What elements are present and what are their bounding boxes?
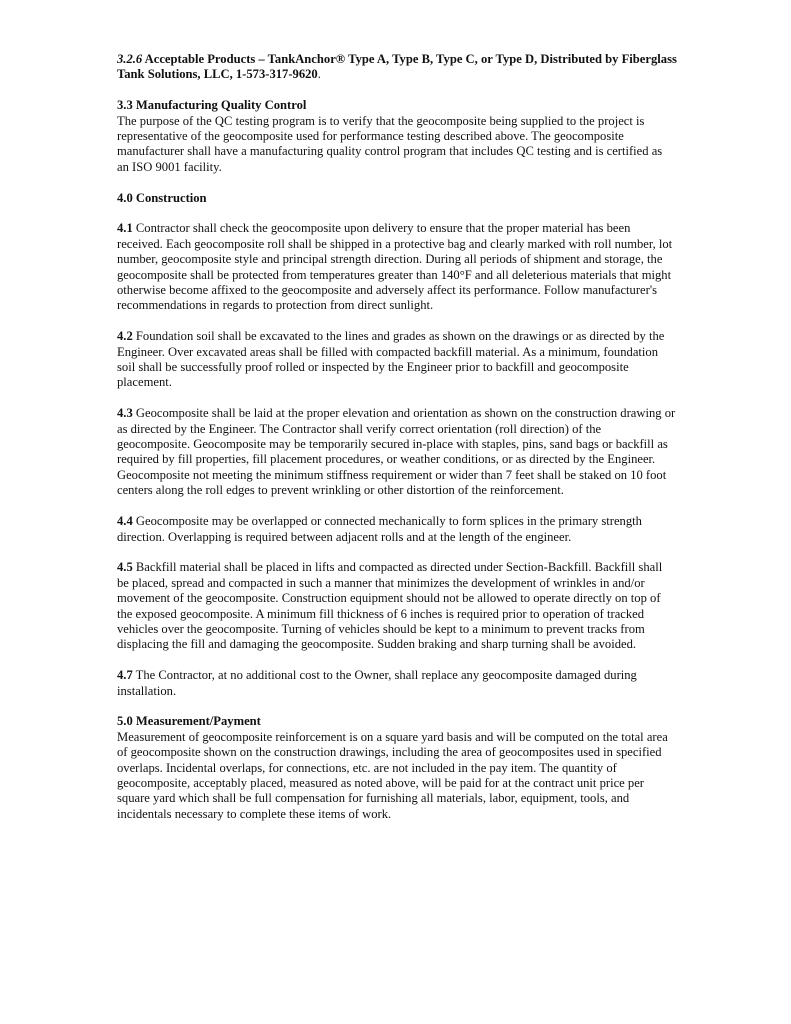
- section-4-0: [117, 191, 677, 206]
- section-5-0-body: Measurement of geocomposite reinforcement is on a square yard basis and will be computed on the total area of geocomposite shown on the construction drawings, including the area of geocomposites used in specified overlaps. Incidental overlaps, for connections, etc. are not included in the pay item. The quantity of geocomposite, acceptably placed, measured as noted above, will be paid for at the contract unit price per square yard which shall be full compensation for furnishing all materials, labor, equipment, tools, and incidentals necessary to complete these items of work.: [117, 729, 668, 821]
- section-5-0: [117, 714, 677, 822]
- section-4-7-number: 4.7: [117, 668, 133, 683]
- section-4-1-number: 4.1: [117, 221, 133, 236]
- section-4-3: [117, 406, 677, 498]
- document-page: [117, 52, 677, 822]
- section-3-2-6: [117, 52, 677, 83]
- section-4-1-body: Contractor shall check the geocomposite upon delivery to ensure that the proper material has been received. Each geocomposite roll shall be shipped in a protective bag and clearly marked with roll number, lot number, geocomposite style and principal strength direction. During all periods of shipment and storage, the geocomposite shall be protected from temperatures greater than 140°F and all deleterious materials that might otherwise become affixed to the geocomposite and adversely affect its performance. Follow manufacturer's recommendations in regards to protection from direct sunlight.: [117, 221, 673, 313]
- section-4-1: [117, 221, 677, 313]
- section-4-2-body: Foundation soil shall be excavated to the lines and grades as shown on the drawings or as directed by the Engineer. Over excavated areas shall be filled with compacted backfill material. As a minimum, foundation soil shall be successfully proof rolled or inspected by the Engineer prior to backfill and geocomposite placement.: [117, 329, 665, 390]
- section-4-2-number: 4.2: [117, 329, 133, 344]
- section-4-0-heading: 4.0 Construction: [117, 190, 207, 205]
- section-3-3: [117, 98, 677, 175]
- section-4-5-number: 4.5: [117, 560, 133, 575]
- section-4-4-body: Geocomposite may be overlapped or connected mechanically to form splices in the primary strength direction. Overlapping is required between adjacent rolls and at the length of the engineer.: [117, 514, 642, 544]
- section-4-4-number: 4.4: [117, 514, 133, 529]
- section-4-4: [117, 514, 677, 545]
- section-4-2: [117, 329, 677, 391]
- section-3-2-6-trailing: .: [317, 67, 321, 82]
- section-4-7: [117, 668, 677, 699]
- section-3-3-heading: 3.3 Manufacturing Quality Control: [117, 98, 307, 113]
- section-5-0-heading: 5.0 Measurement/Payment: [117, 714, 261, 729]
- section-3-3-body: The purpose of the QC testing program is to verify that the geocomposite being supplied to the project is representative of the geocomposite used for performance testing described above. The geocomposite manufacturer shall have a manufacturing quality control program that includes QC testing and is certified as an ISO 9001 facility.: [117, 113, 663, 174]
- section-4-7-body: The Contractor, at no additional cost to the Owner, shall replace any geocomposite damaged during installation.: [117, 668, 637, 698]
- section-4-3-body: Geocomposite shall be laid at the proper elevation and orientation as shown on the construction drawing or as directed by the Engineer. The Contractor shall verify correct orientation (roll direction) of the geocomposite. Geocomposite may be temporarily secured in-place with staples, pins, sand bags or backfill as required by fill properties, fill placement procedures, or weather conditions, or as directed by the Engineer. Geocomposite not meeting the minimum stiffness requirement or wider than 7 feet shall be staked on 10 foot centers along the roll edges to prevent wrinkling or other distortion of the reinforcement.: [117, 406, 676, 498]
- section-3-2-6-number: 3.2.6: [117, 52, 143, 66]
- section-4-3-number: 4.3: [117, 406, 133, 421]
- section-4-5: [117, 560, 677, 652]
- section-4-5-body: Backfill material shall be placed in lifts and compacted as directed under Section-Backfill. Backfill shall be placed, spread and compacted in such a manner that minimizes the development of wrinkles in and/or movement of the geocomposite. Construction equipment should not be allowed to operate directly on top of the exposed geocomposite. A minimum fill thickness of 6 inches is required prior to operation of tracked vehicles over the geocomposite. Turning of vehicles should be kept to a minimum to prevent tracks from displacing the fill and damaging the geocomposite. Sudden braking and sharp turning shall be avoided.: [117, 560, 663, 652]
- section-3-2-6-title: Acceptable Products – TankAnchor® Type A, Type B, Type C, or Type D, Distributed by Fiberglass Tank Solutions, LLC, 1-573-317-9620: [117, 52, 677, 82]
